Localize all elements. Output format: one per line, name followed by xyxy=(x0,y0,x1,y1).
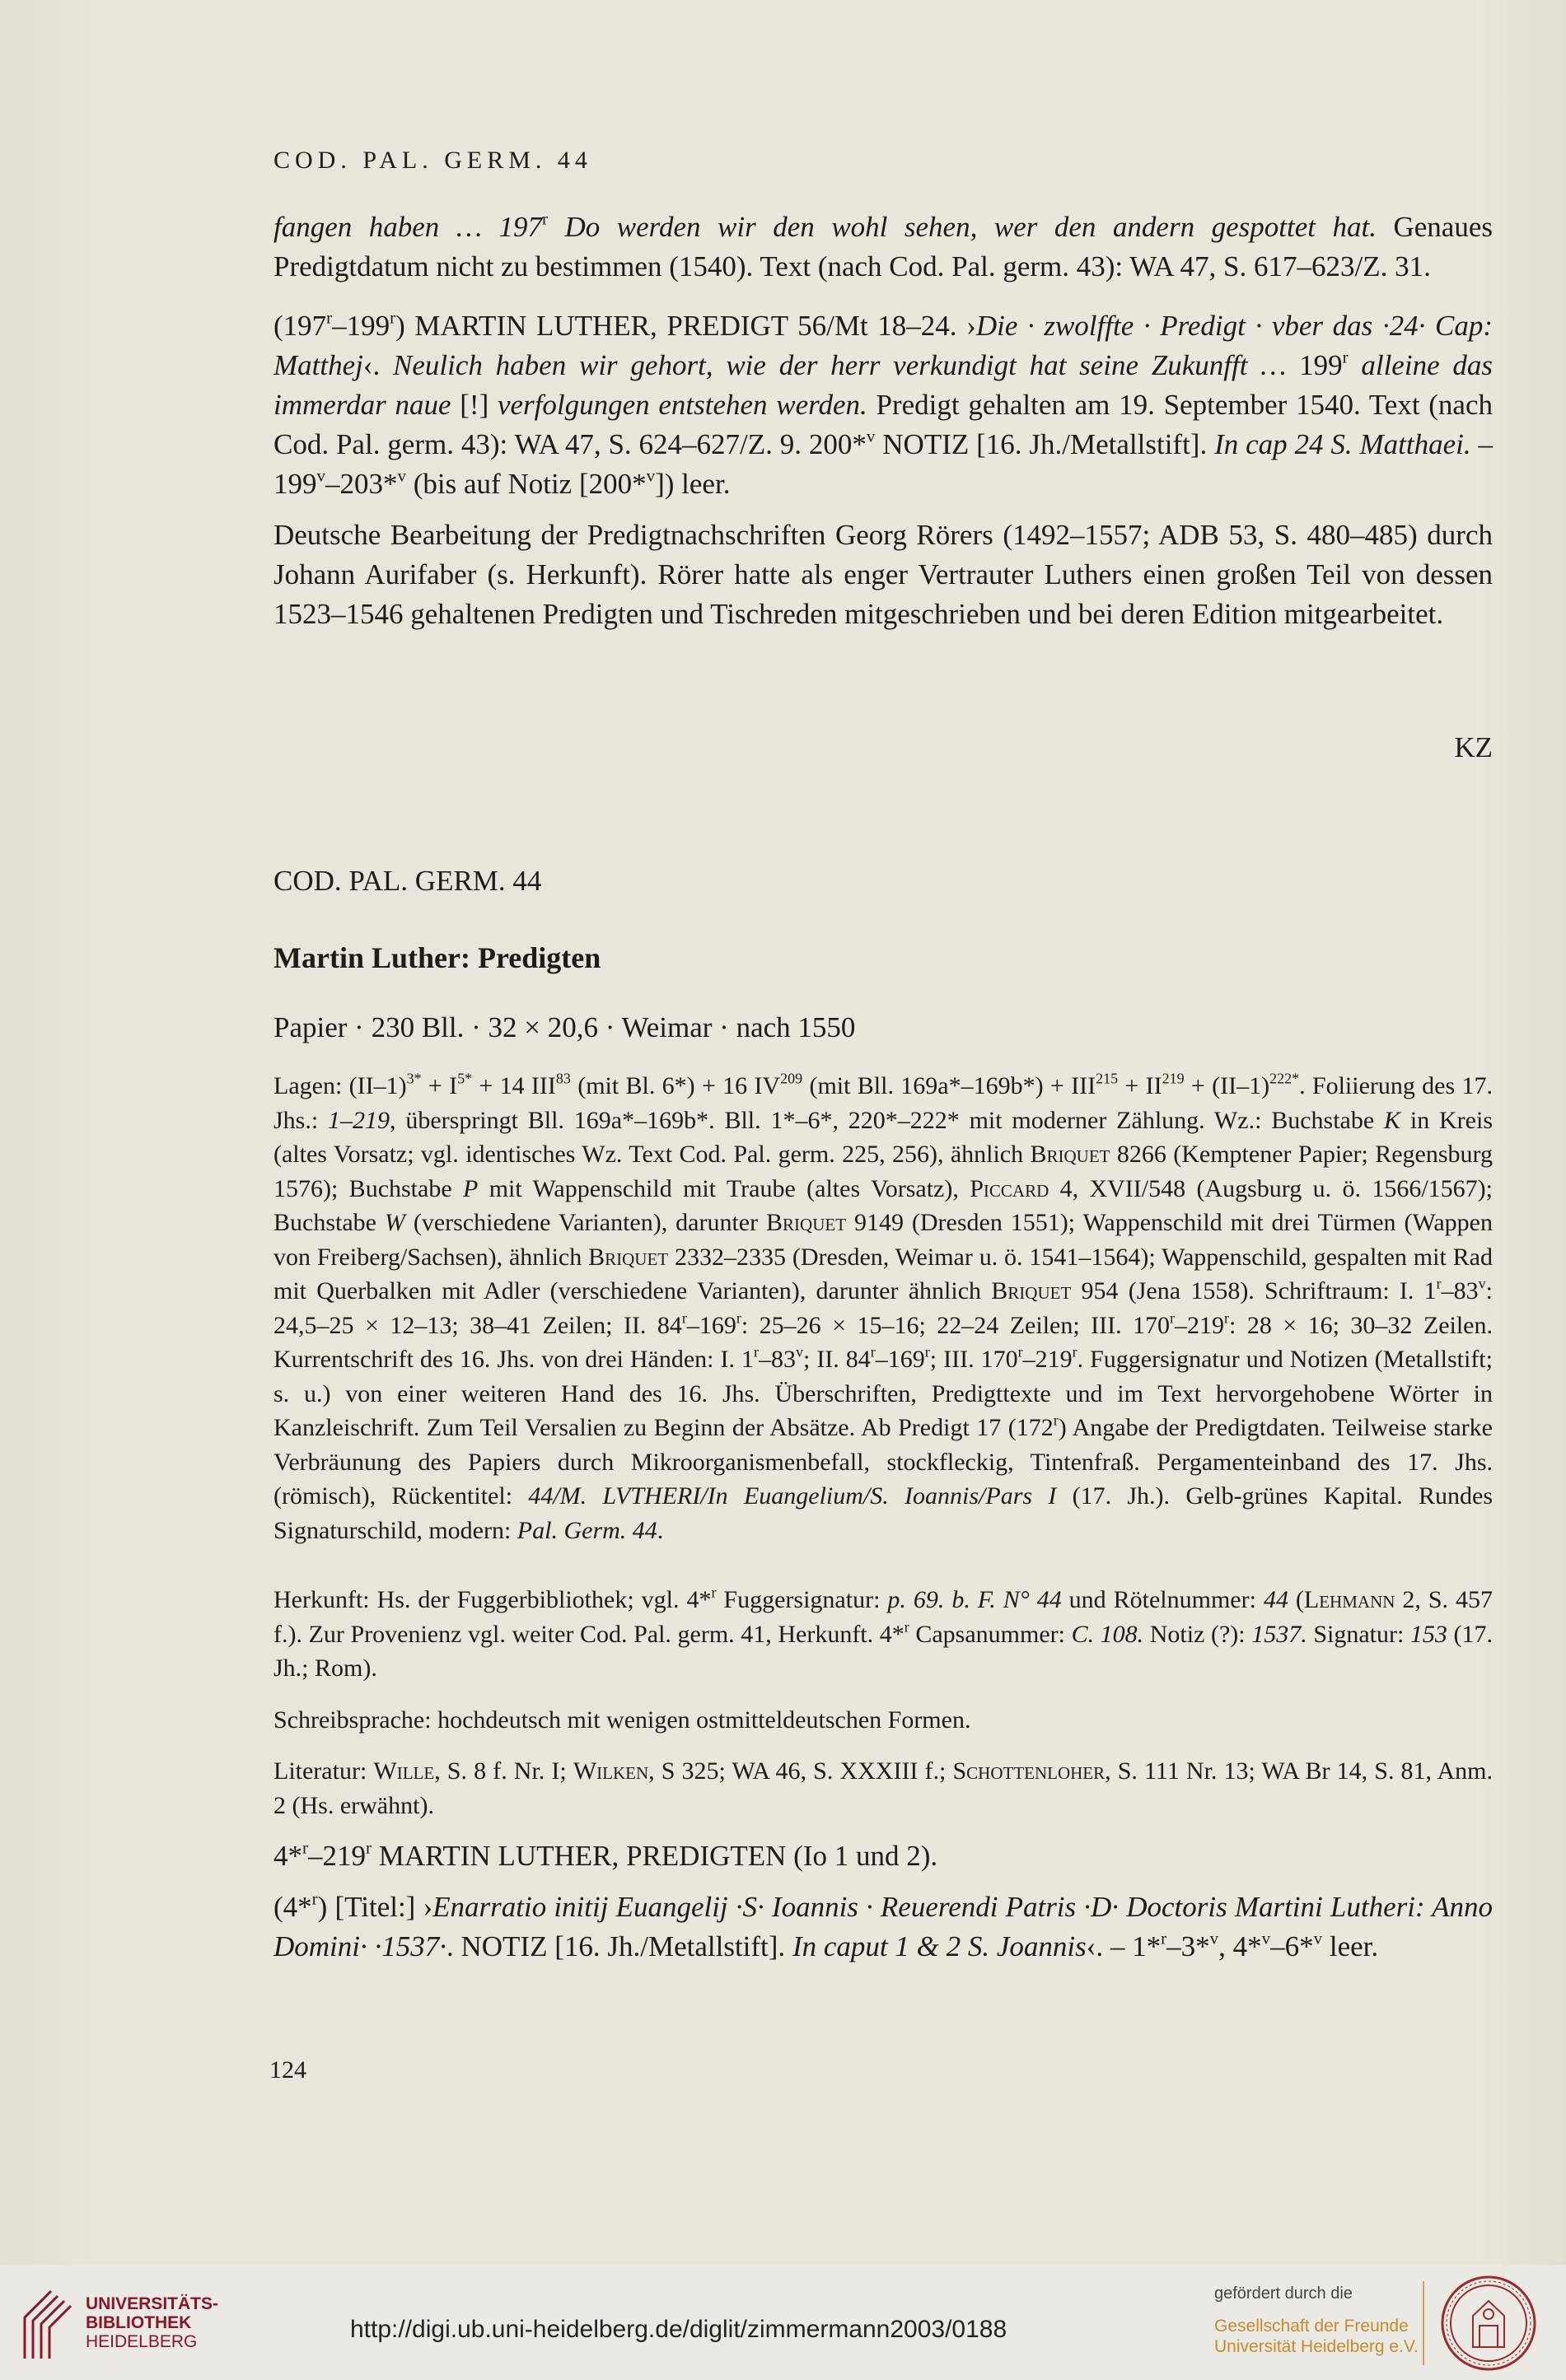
literatur-paragraph: Literatur: Wille, S. 8 f. Nr. I; Wilken, S 325; WA 46, S. XXXIII f.; Schottenloher, S. 111 Nr. 13; WA Br 14, S. 81, Anm. 2 (Hs. erwähnt). xyxy=(273,1757,1494,1819)
sponsor-name[interactable]: Gesellschaft der Freunde Universität Heidelberg e.V. xyxy=(1214,2317,1419,2356)
title-entry: (4*$^r$) [Titel:] ›Enarratio initij Euangelij ·S· Ioannis · Reuerendi Patris ·D· Doctoris Martini Lutheri: Anno Domini· ·1537·. NOTIZ [16. Jh./Metallstift]. In caput 1 & 2 S. Joannis‹. – 1*$^r$–3*$^v$, 4*$^v$–6*$^v$ leer. xyxy=(273,1888,1493,1962)
university-seal-icon[interactable] xyxy=(1440,2275,1537,2372)
sermon-entry-56: (197$^r$–199$^r$) MARTIN LUTHER, PREDIGT 56/Mt 18–24. ›Die · zwolffte · Predigt · vber das ·24· Cap: Matthej‹. Neulich haben wir gehort, wie der herr verkundigt hat seine Zukunfft … 199$^r$ alleine das immerdar naue [!] verfolgungen entstehen werden. Predigt gehalten am 19. September 1540. Text (nach Cod. Pal. germ. 43): WA 47, S. 624–627/Z. 9. 200*$^v$ NOTIZ [16. Jh./Metallstift]. In cap 24 S. Matthaei. – 199$^v$–203*$^v$ (bis auf Notiz [200*$^v$]) leer. xyxy=(273,307,1493,500)
university-library-logo-icon[interactable] xyxy=(18,2284,76,2360)
physical-description: Papier · 230 Bll. · 32 × 20,6 · Weimar · nach 1550 xyxy=(273,1011,856,1043)
section-subtitle: Martin Luther: Predigten xyxy=(273,941,601,974)
running-head: COD. PAL. GERM. 44 xyxy=(273,147,592,174)
contents-heading: 4*$^r$–219$^r$ MARTIN LUTHER, PREDIGTEN (Io 1 und 2). xyxy=(273,1837,938,1872)
herkunft-paragraph: Herkunft: Hs. der Fuggerbibliothek; vgl. 4*$^r$ Fuggersignatur: p. 69. b. F. N° 44 und Rötelnummer: 44 (Lehmann 2, S. 457 f.). Zur Provenienz vgl. weiter Cod. Pal. germ. 41, Herkunft. 4*$^r$ Capsanummer: C. 108. Notiz (?): 1537. Signatur: 153 (17. Jh.; Rom). xyxy=(273,1584,1494,1682)
funding-label: gefördert durch die xyxy=(1214,2284,1353,2303)
schreibsprache-line: Schreibsprache: hochdeutsch mit wenigen ostmitteldeutschen Formen. xyxy=(273,1706,971,1734)
commentary-paragraph: Deutsche Bearbeitung der Predigtnachschriften Georg Rörers (1492–1557; ADB 53, S. 480–485) durch Johann Aurifaber (s. Herkunft). Rörer hatte als enger Vertrauter Luthers einen großen Teil von dessen 1523–1546 gehaltenen Predigten und Tischreden mitgeschrieben und bei deren Edition mitgearbeitet. xyxy=(273,519,1493,630)
permalink-url[interactable]: http://digi.ub.uni-heidelberg.de/diglit/zimmermann2003/0188 xyxy=(350,2316,1007,2343)
codicology-paragraph: Lagen: $(II-1)^{3*} + I^{5*} + 14$ III$^{83}$ (mit Bl. 6*) + 16 IV$^{209}$ (mit Bll. $169a*-169b*) + III^{215} + II^{219} + (II-1)^{222*}$. Foliierung des 17. Jhs.: 1–219, überspringt Bll. 169a*–169b*. Bll. 1*–6*, 220*–222* mit moderner Zählung. Wz.: Buchstabe K in Kreis (altes Vorsatz; vgl. identisches Wz. Text Cod. Pal. germ. 225, 256), ähnlich Briquet 8266 (Kemptener Papier; Regensburg 1576); Buchstabe P mit Wappenschild mit Traube (altes Vorsatz), Piccard 4, XVII/548 (Augsburg u. ö. 1566/1567); Buchstabe W (verschiedene Varianten), darunter Briquet 9149 (Dresden 1551); Wappenschild mit drei Türmen (Wappen von Freiberg/Sachsen), ähnlich Briquet 2332–2335 (Dresden, Weimar u. ö. 1541–1564); Wappenschild, gespalten mit Rad mit Querbalken mit Adler (verschiedene Varianten), darunter ähnlich Briquet 954 (Jena 1558). Schriftraum: I. 1$^r$–83$^v$: 24,5–25 × 12–13; 38–41 Zeilen; II. 84$^r$–169$^r$: 25–26 × 15–16; 22–24 Zeilen; III. 170$^r$–219$^r$: 28 × 16; 30–32 Zeilen. Kurrentschrift des 16. Jhs. von drei Händen: I. 1$^r$–83$^v$; II. 84$^r$–169$^r$; III. 170$^r$–219$^r$. Fuggersignatur und Notizen (Metallstift; s. u.) von einer weiteren Hand des 16. Jhs. Überschriften, Predigttexte und im Text hervorgehobene Wörter in Kanzleischrift. Zum Teil Versalien zu Beginn der Absätze. Ab Predigt 17 (172$^r$) Angabe der Predigtdaten. Teilweise starke Verbräunung des Papiers durch Mikroorganismenbefall, stockfleckig, Tintenfraß. Pergamenteinband des 17. Jhs. (römisch), Rückentitel: 44/M. LVTHERI/In Euangelium/S. Ioannis/Pars I (17. Jh.). Gelb-grünes Kapital. Rundes Signaturschild, modern: Pal. Germ. 44. xyxy=(273,1070,1494,1544)
viewer-footer xyxy=(0,2265,1566,2380)
author-initials: KZ xyxy=(1454,731,1493,763)
sermon-entry-continued: fangen haben … 197$^r$ Do werden wir den wohl sehen, wer den andern gespottet hat. Genaues Predigtdatum nicht zu bestimmen (1540). Text (nach Cod. Pal. germ. 43): WA 47, S. 617–623/Z. 31. xyxy=(273,208,1493,282)
page-number: 124 xyxy=(269,2056,306,2084)
university-library-name: UNIVERSITÄTS- BIBLIOTHEK HEIDELBERG xyxy=(86,2294,219,2351)
footer-divider xyxy=(1423,2281,1424,2365)
section-title: COD. PAL. GERM. 44 xyxy=(273,865,542,897)
